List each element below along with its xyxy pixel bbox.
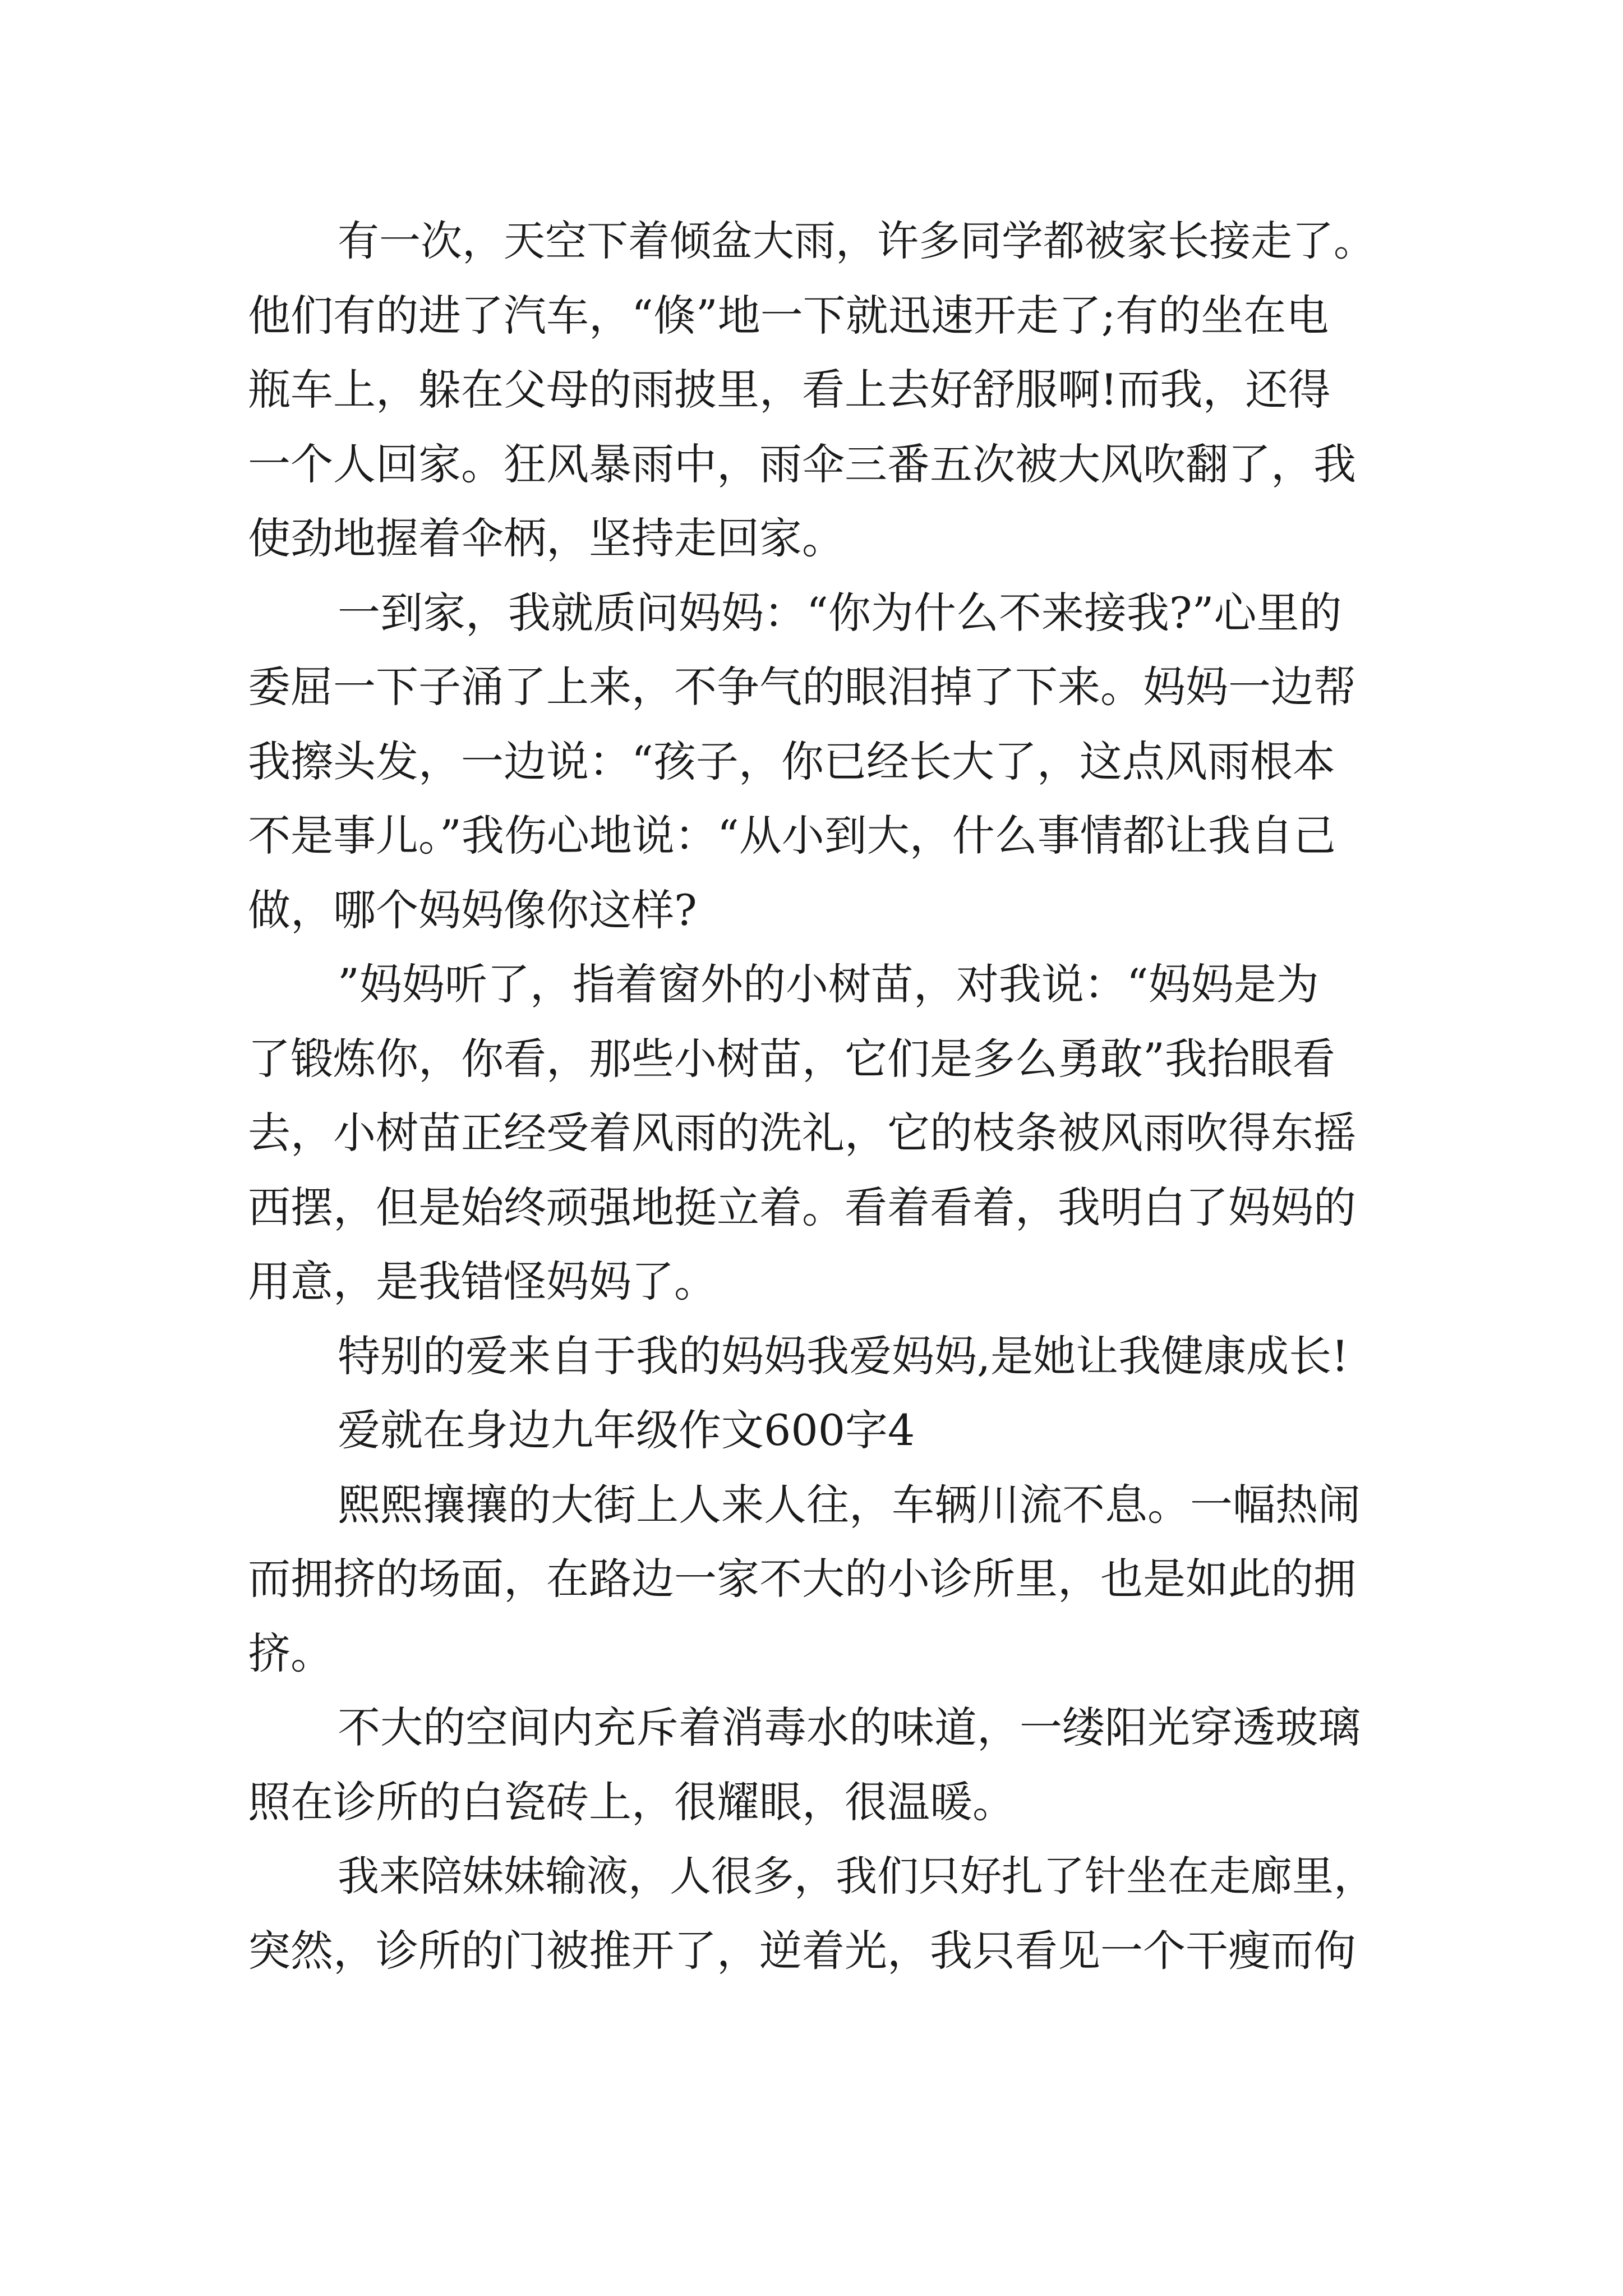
text-line: 一到家，我就质问妈妈：“你为什么不来接我?”心里的 <box>338 588 1342 638</box>
text-line: 他们有的进了汽车，“倏”地一下就迅速开走了;有的坐在电 <box>248 291 1329 341</box>
text-line: 西摆，但是始终顽强地挺立着。看着看着，我明白了妈妈的 <box>248 1182 1356 1232</box>
text-line: 特别的爱来自于我的妈妈我爱妈妈,是她让我健康成长! <box>338 1331 1349 1381</box>
text-line: 去，小树苗正经受着风雨的洗礼，它的枝条被风雨吹得东摇 <box>248 1108 1356 1158</box>
text-line: 熙熙攘攘的大街上人来人往，车辆川流不息。一幅热闹 <box>338 1480 1361 1530</box>
text-line: 我来陪妹妹输液，人很多，我们只好扎了针坐在走廊里， <box>338 1852 1375 1901</box>
section-heading: 爱就在身边九年级作文600字4 <box>338 1405 915 1455</box>
text-line: 委屈一下子涌了上来，不争气的眼泪掉了下来。妈妈一边帮 <box>248 662 1356 712</box>
text-line: 做，哪个妈妈像你这样? <box>248 885 697 935</box>
text-line: 了锻炼你，你看，那些小树苗，它们是多么勇敢”我抬眼看 <box>248 1034 1335 1084</box>
text-line: 而拥挤的场面，在路边一家不大的小诊所里，也是如此的拥 <box>248 1554 1356 1604</box>
text-line: ”妈妈听了，指着窗外的小树苗，对我说：“妈妈是为 <box>338 959 1319 1009</box>
text-line: 使劲地握着伞柄，坚持走回家。 <box>248 513 845 563</box>
text-line: 突然，诊所的门被推开了，逆着光，我只看见一个干瘦而佝 <box>248 1926 1356 1976</box>
text-line: 不大的空间内充斥着消毒水的味道，一缕阳光穿透玻璃 <box>338 1703 1361 1752</box>
text-line: 不是事儿。”我伤心地说：“从小到大，什么事情都让我自己 <box>248 811 1336 861</box>
text-line: 一个人回家。狂风暴雨中，雨伞三番五次被大风吹翻了，我 <box>248 439 1356 489</box>
text-line: 挤。 <box>248 1628 333 1678</box>
text-line: 我擦头发，一边说：“孩子，你已经长大了，这点风雨根本 <box>248 737 1335 786</box>
text-line: 用意，是我错怪妈妈了。 <box>248 1257 717 1306</box>
text-line: 有一次，天空下着倾盆大雨，许多同学都被家长接走了。 <box>338 217 1375 265</box>
text-line: 照在诊所的白瓷砖上，很耀眼，很温暖。 <box>248 1777 1015 1827</box>
text-line: 瓶车上，躲在父母的雨披里，看上去好舒服啊!而我，还得 <box>248 365 1331 415</box>
